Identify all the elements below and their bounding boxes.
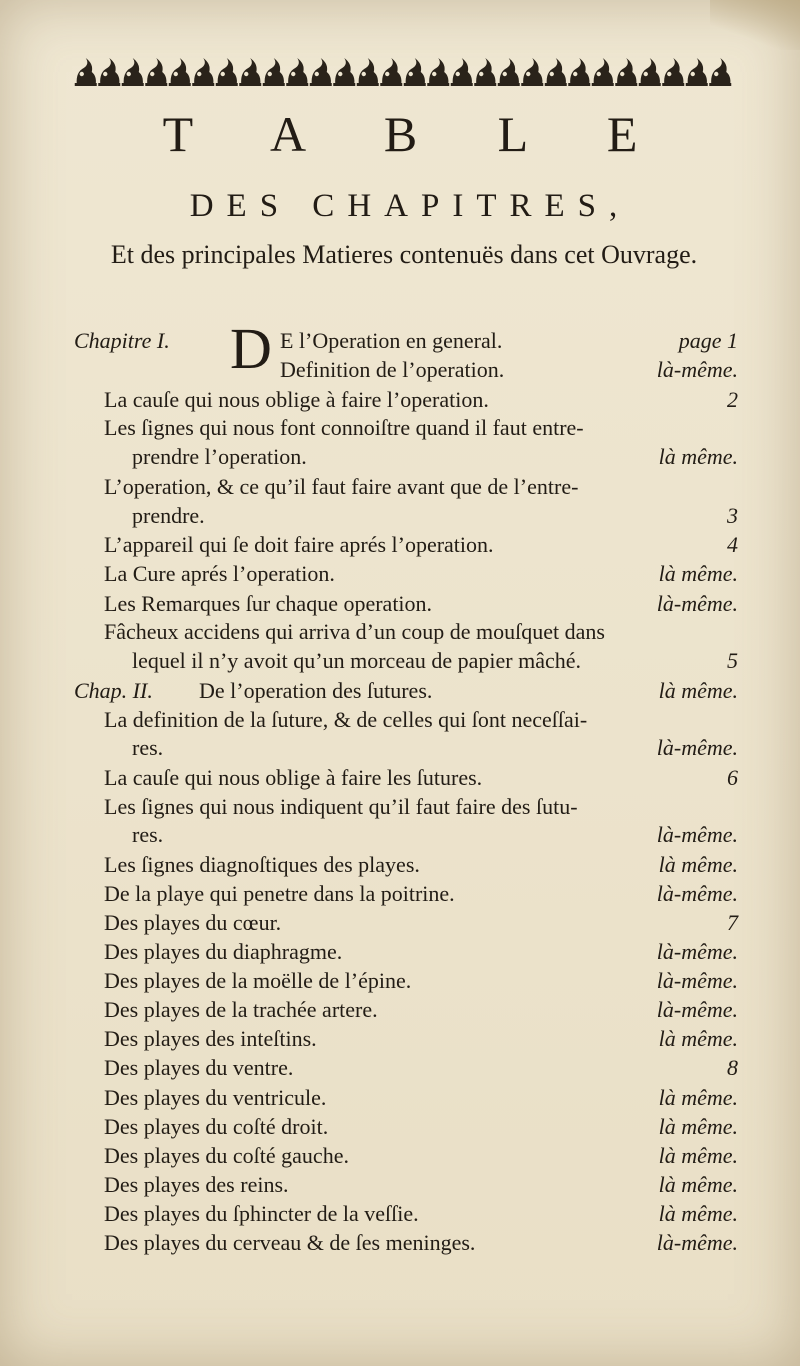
fleuron-icon (592, 58, 614, 86)
fleuron-icon (357, 58, 379, 86)
fleuron-icon (451, 58, 473, 86)
page-reference: là même. (658, 444, 738, 469)
fleuron-icon (145, 58, 167, 86)
toc-entry (74, 908, 738, 938)
toc-entry (74, 995, 738, 1025)
page-reference: là-même. (656, 735, 738, 760)
page-reference: là-même. (656, 357, 738, 382)
entry-text: Des playes du coſté droit. (104, 1114, 329, 1139)
page-reference: 7 (727, 910, 738, 935)
toc-entry (74, 676, 738, 706)
toc-entry (74, 879, 738, 909)
entry-text: De l’operation des ſutures. (199, 678, 433, 703)
page-reference: 8 (727, 1055, 738, 1080)
fleuron-icon (686, 58, 708, 86)
page-reference: là même. (658, 561, 738, 586)
toc-entry (74, 472, 738, 502)
page-reference: 3 (727, 503, 738, 528)
page-reference: 5 (727, 648, 738, 673)
entry-text: Les ſignes qui nous indiquent qu’il faut faire des ſutu- (104, 794, 578, 819)
fleuron-icon (474, 58, 496, 86)
entry-text: L’appareil qui ſe doit faire aprés l’operation. (104, 532, 494, 557)
ornament-band (74, 54, 732, 88)
toc-entry (74, 589, 738, 619)
page-reference: là même. (658, 1143, 738, 1168)
page-reference: page 1 (678, 328, 738, 353)
toc-entry (74, 705, 738, 735)
fleuron-icon (404, 58, 426, 86)
entry-text: E l’Operation en general. (280, 328, 503, 353)
fleuron-icon (498, 58, 520, 86)
toc-entry (74, 1228, 738, 1258)
fleuron-icon (263, 58, 285, 86)
entry-text: prendre. (132, 503, 205, 528)
toc-entry (74, 966, 738, 996)
entry-text: lequel il n’y avoit qu’un morceau de papier mâché. (132, 648, 581, 673)
toc-entry (74, 355, 738, 385)
page-reference: là-même. (656, 1230, 738, 1255)
toc-entry (74, 530, 738, 560)
page-reference: là-même. (656, 997, 738, 1022)
fleuron-icon (333, 58, 355, 86)
entry-text: Des playes du cerveau & de ſes meninges. (104, 1230, 476, 1255)
entry-text: Des playes des inteſtins. (104, 1026, 317, 1051)
fleuron-icon (639, 58, 661, 86)
page-reference: 4 (727, 532, 738, 557)
page-reference: là même. (658, 1114, 738, 1139)
page-subtitle: DES CHAPITRES, (189, 188, 631, 224)
entry-text: La definition de la ſuture, & de celles qui ſont neceſſai- (104, 707, 588, 732)
toc-entry (74, 501, 738, 531)
fleuron-icon (568, 58, 590, 86)
toc-entry (74, 763, 738, 793)
page-reference: 2 (727, 387, 738, 412)
toc-entry (74, 442, 738, 472)
page-reference: là même. (658, 678, 738, 703)
intro-text: Et des principales Matieres contenuës dans cet Ouvrage. (110, 240, 698, 269)
entry-text: Les ſignes qui nous font connoiſtre quand il faut entre- (104, 415, 584, 440)
fleuron-icon (98, 58, 120, 86)
entry-text: Des playes des reins. (104, 1172, 289, 1197)
entry-text: res. (132, 822, 164, 847)
entry-text: Des playes du diaphragme. (104, 939, 343, 964)
page-reference: là-même. (656, 591, 738, 616)
entry-text: Fâcheux accidens qui arriva d’un coup de mouſquet dans (104, 619, 605, 644)
page-reference: là même. (658, 1085, 738, 1110)
entry-text: Des playes de la trachée artere. (104, 997, 378, 1022)
toc-entry (74, 413, 738, 443)
toc-entry (74, 820, 738, 850)
toc-entry (74, 559, 738, 589)
fleuron-icon (521, 58, 543, 86)
toc-entry (74, 646, 738, 676)
fleuron-icon (545, 58, 567, 86)
toc-entry (74, 1112, 738, 1142)
fleuron-icon (286, 58, 308, 86)
entry-text: Des playes du ſphincter de la veſſie. (104, 1201, 419, 1226)
chapter-label: Chap. II. (74, 678, 153, 703)
fleuron-icon (615, 58, 637, 86)
page-reference: là même. (658, 1026, 738, 1051)
toc-entry (74, 1024, 738, 1054)
page-title: T A B L E (162, 106, 672, 162)
entry-text: Des playes du coſté gauche. (104, 1143, 349, 1168)
toc-entry (74, 733, 738, 763)
page-corner-shadow (710, 0, 800, 50)
chapter-label: Chapitre I. (74, 328, 170, 353)
entry-text: Des playes du cœur. (104, 910, 282, 935)
entry-text: Des playes du ventre. (104, 1055, 294, 1080)
page-reference: là-même. (656, 822, 738, 847)
page-reference: là même. (658, 1172, 738, 1197)
page-reference: là-même. (656, 968, 738, 993)
page-reference: 6 (727, 765, 738, 790)
toc-entry (74, 792, 738, 822)
entry-text: Definition de l’operation. (280, 357, 505, 382)
toc-entry (74, 1053, 738, 1083)
toc-entry (74, 1199, 738, 1229)
entry-text: res. (132, 735, 164, 760)
page-reference: là même. (658, 852, 738, 877)
fleuron-icon (239, 58, 261, 86)
toc-entry (74, 1141, 738, 1171)
fleuron-icon (169, 58, 191, 86)
toc-entry (74, 385, 738, 415)
entry-text: La cauſe qui nous oblige à faire l’operation. (104, 387, 489, 412)
toc-entry (74, 937, 738, 967)
fleuron-icon (310, 58, 332, 86)
fleuron-icon (662, 58, 684, 86)
drop-cap: D (230, 316, 272, 381)
fleuron-icon (709, 58, 731, 86)
entry-text: Des playes de la moëlle de l’épine. (104, 968, 412, 993)
fleuron-icon (122, 58, 144, 86)
toc-entry (74, 850, 738, 880)
entry-text: Des playes du ventricule. (104, 1085, 327, 1110)
fleuron-icon (75, 58, 97, 86)
toc-entry (74, 1170, 738, 1200)
fleuron-icon (380, 58, 402, 86)
entry-text: De la playe qui penetre dans la poitrine. (104, 881, 455, 906)
entry-text: L’operation, & ce qu’il faut faire avant que de l’entre- (104, 474, 579, 499)
entry-text: Les ſignes diagnoſtiques des playes. (104, 852, 420, 877)
page-reference: là-même. (656, 881, 738, 906)
toc-entry (74, 617, 738, 647)
page-reference: là-même. (656, 939, 738, 964)
toc-entry (74, 1083, 738, 1113)
fleuron-icon (427, 58, 449, 86)
entry-text: La cauſe qui nous oblige à faire les ſutures. (104, 765, 483, 790)
entry-text: prendre l’operation. (132, 444, 307, 469)
entry-text: La Cure aprés l’operation. (104, 561, 335, 586)
entry-text: Les Remarques ſur chaque operation. (104, 591, 433, 616)
fleuron-icon (192, 58, 214, 86)
page-reference: là même. (658, 1201, 738, 1226)
fleuron-icon (216, 58, 238, 86)
